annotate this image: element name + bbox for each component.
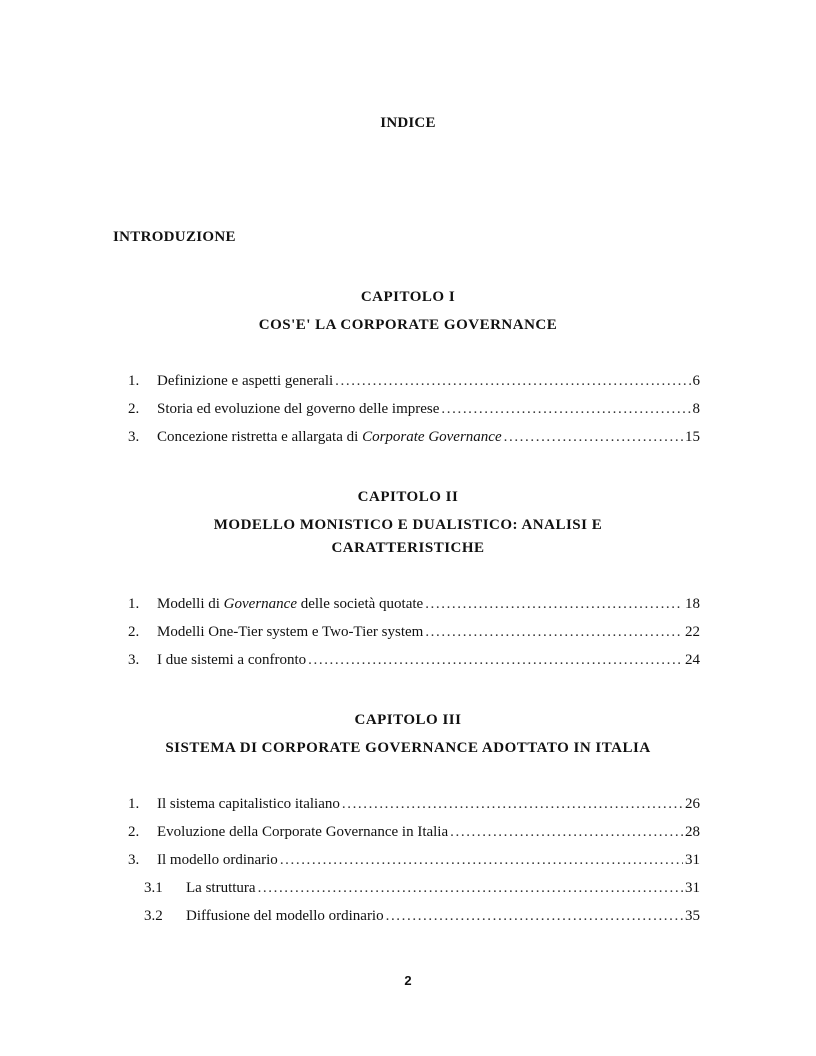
toc-leader-dots [386, 908, 683, 925]
chapter-1-toc [0, 373, 816, 457]
toc-entry-label: Modelli One-Tier system e Two-Tier system [157, 624, 424, 640]
toc-entry-page: 35 [685, 908, 700, 924]
document-title: INDICE [380, 115, 436, 131]
toc-leader-dots [441, 401, 690, 418]
chapter-1-number: CAPITOLO I [360, 289, 456, 305]
introduction-heading: INTRODUZIONE [113, 229, 236, 245]
toc-entry-number: 3.1 [144, 880, 163, 896]
toc-entry-page: 15 [685, 429, 700, 445]
toc-entry-number: 3. [128, 652, 140, 668]
toc-leader-dots [335, 373, 690, 390]
toc-entry[interactable] [0, 624, 816, 652]
toc-entry[interactable] [0, 401, 816, 429]
toc-leader-dots [280, 852, 683, 869]
toc-entry-number: 2. [128, 401, 140, 417]
toc-entry-label: Concezione ristretta e allargata di Corporate Governance [157, 429, 502, 445]
toc-leader-dots [308, 652, 683, 669]
toc-entry[interactable] [0, 824, 816, 852]
chapter-2-number: CAPITOLO II [357, 489, 459, 505]
toc-leader-dots [258, 880, 683, 897]
toc-entry-label: Modelli di Governance delle società quotate [157, 596, 424, 612]
toc-subentry[interactable] [0, 880, 816, 908]
toc-leader-dots [504, 429, 683, 446]
toc-entry-number: 3. [128, 852, 140, 868]
toc-entry-page: 8 [692, 401, 700, 417]
toc-entry-label: Diffusione del modello ordinario [186, 908, 384, 924]
chapter-3-number: CAPITOLO III [354, 712, 462, 728]
chapter-2-title-line-1: MODELLO MONISTICO E DUALISTICO: ANALISI E [213, 517, 603, 533]
toc-entry-label: I due sistemi a confronto [157, 652, 307, 668]
chapter-3-title: SISTEMA DI CORPORATE GOVERNANCE ADOTTATO IN ITALIA [165, 740, 651, 756]
toc-entry-page: 18 [685, 596, 700, 612]
toc-entry-page: 31 [685, 880, 700, 896]
toc-entry-label: Il sistema capitalistico italiano [157, 796, 340, 812]
toc-leader-dots [425, 596, 683, 613]
toc-leader-dots [450, 824, 683, 841]
toc-leader-dots [342, 796, 683, 813]
chapter-2-title-line-2: CARATTERISTICHE [331, 540, 485, 556]
toc-subentry[interactable] [0, 908, 816, 936]
toc-entry-number: 2. [128, 824, 140, 840]
toc-entry-page: 28 [685, 824, 700, 840]
toc-leader-dots [425, 624, 683, 641]
toc-entry-number: 1. [128, 373, 140, 389]
toc-entry[interactable] [0, 596, 816, 624]
toc-entry[interactable] [0, 373, 816, 401]
toc-entry-page: 24 [685, 652, 700, 668]
toc-entry[interactable] [0, 652, 816, 680]
toc-entry-label: Il modello ordinario [157, 852, 278, 868]
toc-entry-number: 1. [128, 596, 140, 612]
toc-entry-label: Storia ed evoluzione del governo delle imprese [157, 401, 440, 417]
toc-entry-page: 31 [685, 852, 700, 868]
toc-entry-page: 26 [685, 796, 700, 812]
toc-entry[interactable] [0, 429, 816, 457]
toc-entry-number: 3. [128, 429, 140, 445]
chapter-3-toc [0, 796, 816, 936]
toc-entry-label: La struttura [186, 880, 256, 896]
toc-entry[interactable] [0, 796, 816, 824]
toc-entry-number: 3.2 [144, 908, 163, 924]
toc-entry-number: 2. [128, 624, 140, 640]
toc-entry[interactable] [0, 852, 816, 880]
page-number: 2 [404, 973, 412, 988]
toc-entry-label: Evoluzione della Corporate Governance in Italia [157, 824, 449, 840]
chapter-1-title: COS'E' LA CORPORATE GOVERNANCE [258, 317, 558, 333]
toc-entry-page: 22 [685, 624, 700, 640]
chapter-2-toc [0, 596, 816, 680]
toc-entry-page: 6 [692, 373, 700, 389]
toc-entry-label: Definizione e aspetti generali [157, 373, 334, 389]
toc-entry-number: 1. [128, 796, 140, 812]
